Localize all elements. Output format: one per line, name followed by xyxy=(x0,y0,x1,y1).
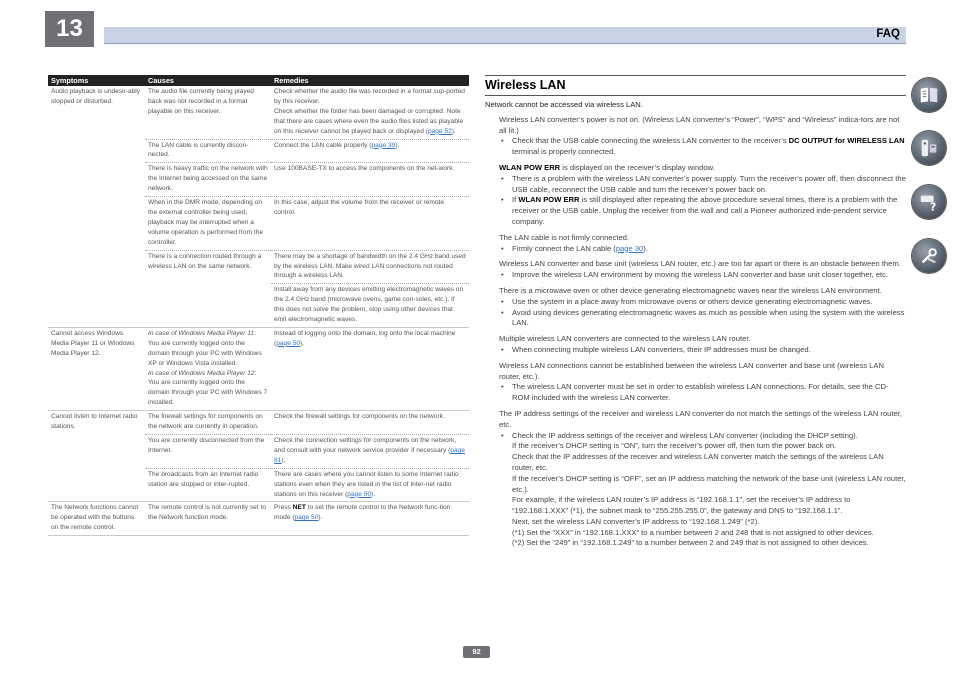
text-line: If the receiver’s DHCP setting is “OFF”, set an IP address matching the network of the base unit (wireless LAN router, etc.). xyxy=(512,473,906,494)
table-row xyxy=(48,197,469,251)
column-header: Causes xyxy=(145,75,271,86)
text-line: Next, set the wireless LAN converter’s IP address to “192.168.1.249” (*2). xyxy=(512,516,760,526)
symptom-cell xyxy=(48,250,145,284)
symptom-cell xyxy=(48,163,145,197)
text-line: The LAN cable is not firmly connected. xyxy=(499,232,629,242)
remedy-cell: Instead of logging onto the domain, log onto the local machine (page 50). xyxy=(271,327,469,410)
text-line: If the receiver’s DHCP setting is “ON”, turn the receiver’s power off, then turn the power back on. xyxy=(512,441,837,451)
column-header: Symptoms xyxy=(48,75,145,86)
text-line: Wireless LAN connections cannot be established between the wireless LAN converter and base unit (wireless LAN router, etc.). xyxy=(499,360,884,381)
bullet-item: • When connecting multiple wireless LAN converters, their IP addresses must be changed. xyxy=(485,345,906,356)
section-label: FAQ xyxy=(876,28,900,40)
tools-icon[interactable] xyxy=(912,239,946,273)
cause-cell: The LAN cable is currently discon-nected. xyxy=(145,139,271,163)
page-link[interactable]: page 52 xyxy=(427,127,452,135)
text-line: There is a microwave oven or other device generating electromagnetic waves near the wireless LAN environment. xyxy=(499,285,882,295)
text-line: (*1) Set the “XXX” in “192.168.1.XXX” to a number between 2 and 248 that is not assigned to other devices. xyxy=(512,527,874,537)
cause-cell: There is a connection routed through a wireless LAN on the same network. xyxy=(148,252,262,270)
symptom-cell: The Network functions cannot be operated with the buttons on the remote control. xyxy=(48,502,145,536)
symptom-cell: Cannot access Windows Media Player 11 or Windows Media Player 12. xyxy=(48,327,145,410)
table-row xyxy=(48,284,469,328)
cause-cell: You are currently disconnected from the Internet. xyxy=(145,435,271,469)
svg-text:?: ? xyxy=(929,200,937,213)
table-row xyxy=(48,250,469,284)
text-line: Wireless LAN converter and base unit (wireless LAN router, etc.) are too far apart or there is an obstacle between them. xyxy=(499,259,901,269)
page-link[interactable]: page 39 xyxy=(371,141,396,149)
table-row xyxy=(48,139,469,163)
column-header: Remedies xyxy=(271,75,469,86)
receiver-question-icon[interactable] xyxy=(912,185,946,219)
troubleshooting-table xyxy=(48,75,469,536)
book-icon[interactable] xyxy=(912,78,946,112)
text-line: Network cannot be accessed via wireless LAN. xyxy=(485,100,643,109)
page-link[interactable]: page 81 xyxy=(274,446,465,464)
remedy-cell: Connect the LAN cable properly (page 39). xyxy=(271,139,469,163)
cause-cell: In case of Windows Media Player 11: You are currently logged onto the domain through your PC with Windows XP or Windows Vista installed. In case of Windows Media Player 12: You are currently logged onto the domain through your PC with Windows 7 installed. xyxy=(145,327,271,410)
page-link[interactable]: page 50 xyxy=(347,490,372,498)
cause-cell: The firewall settings for components on the network are currently in operation. xyxy=(145,411,271,435)
table-row xyxy=(48,411,469,435)
chapter-number: 13 xyxy=(45,11,94,47)
bullet-item: • Check the IP address settings of the receiver and wireless LAN converter (including the DHCP setting). xyxy=(485,431,906,442)
text-line: (*2) Set the “249” in “192.168.1.249” to a number between 2 and 249 that is not assigned to other devices. xyxy=(512,538,869,548)
symptom-cell xyxy=(48,468,145,502)
page-link[interactable]: page 50 xyxy=(294,514,319,522)
bullet-item: • Avoid using devices generating electromagnetic waves as much as possible when using the system with the wireless LAN. xyxy=(485,308,906,330)
text-line: Wireless LAN converter’s power is not on. (Wireless LAN converter’s “Power”, “WPS” and “Wireless” indica-tors are not all lit.) xyxy=(499,114,900,135)
remedy-cell: Use 100BASE-TX to access the components on the net-work. xyxy=(271,163,469,197)
remedy-cell: Press NET to set the remote control to the Network func-tion mode (page 50). xyxy=(271,502,469,536)
page-link[interactable]: page 30 xyxy=(615,243,644,253)
symptom-cell xyxy=(48,284,145,328)
bullet-item: • The wireless LAN converter must be set in order to establish wireless LAN connections. For details, see the CD-ROM included with the wireless LAN converter. xyxy=(485,382,906,404)
symptom-cell xyxy=(48,435,145,469)
page-number: 92 xyxy=(463,646,490,658)
text-line: WLAN POW ERR is displayed on the receiver’s display window. xyxy=(499,162,715,172)
cause-cell xyxy=(145,284,271,328)
symptom-cell xyxy=(48,197,145,251)
wireless-lan-section xyxy=(485,75,906,549)
text-line: The IP address settings of the receiver and wireless LAN converter do not match the settings of the wireless LAN router, etc. xyxy=(499,408,902,429)
remedy-cell: Check whether the audio file was recorded in a format sup-ported by this receiver. Check whether the folder has been damaged or corrupted. Note that there are cases where even the audio files listed as playable on this receiver cannot be played back or displayed (page 52). xyxy=(271,86,469,139)
cause-cell: There is heavy traffic on the network with the Internet being accessed on the same network. xyxy=(145,163,271,197)
table-row xyxy=(48,468,469,502)
bullet-item: • Check that the USB cable connecting the wireless LAN converter to the receiver’s DC OUTPUT for WIRELESS LAN terminal is properly connected. xyxy=(485,136,906,158)
table-row xyxy=(48,86,469,139)
remedy-cell: Install away from any devices emitting electromagnetic waves on the 2.4 GHz band (microwave ovens, game con-soles, etc.). If this does not solve the problem, stop using other devices that emit electromagnetic waves. xyxy=(271,284,469,328)
table-row xyxy=(48,502,469,536)
cause-cell: When in the DMR mode, depending on the external controller being used, playback may be interrupted when a volume operation is performed from the controller. xyxy=(145,197,271,251)
cause-cell: The broadcasts from an Internet radio station are stopped or inter-rupted. xyxy=(145,468,271,502)
remedy-cell: Check the connection settings for components on the network, and consult with your network service provider if necessary (page 81). xyxy=(271,435,469,469)
section-title: Wireless LAN xyxy=(485,75,906,96)
cause-cell: The audio file currently being played back was not recorded in a format playable on this receiver. xyxy=(145,86,271,139)
remedy-cell: There are cases where you cannot listen to some Internet radio stations even when they are listed in the list of Inter-net radio stations on this receiver (page 50). xyxy=(271,468,469,502)
bullet-item: • Use the system in a place away from microwave ovens or others device generating electromagnetic waves. xyxy=(485,297,906,308)
remote-control-icon[interactable] xyxy=(912,131,946,165)
table-row xyxy=(48,435,469,469)
bullet-item: • If WLAN POW ERR is still displayed after repeating the above procedure several times, there is a problem with the receiver or the USB cable. Unplug the receiver from the wall and call a Pioneer authorized inde-pendent service company. xyxy=(485,195,906,227)
symptom-cell: Audio playback is undesir-ably stopped or disturbed. xyxy=(51,88,141,105)
text-line: Check that the IP addresses of the receiver and wireless LAN converter match the settings of the wireless LAN router, etc. xyxy=(512,452,884,472)
remedy-cell: In this case, adjust the volume from the receiver or remote control. xyxy=(271,197,469,251)
table-row xyxy=(48,327,469,410)
page-link[interactable]: page 50 xyxy=(276,339,301,347)
cause-cell: The remote control is not currently set to the Network function mode. xyxy=(145,502,271,536)
symptom-cell xyxy=(48,139,145,163)
remedy-cell: There may be a shortage of bandwidth on the 2.4 GHz band used by the wireless LAN. Make wired LAN connections not routed through a wireless LAN. xyxy=(271,250,469,284)
text-line: For example, if the wireless LAN router’s IP address is “192.168.1.1”, set the receiver’s IP address to “192.168.1.XXX” (*1), the subnet mask to “255.255.255.0”, the gateway and DNS to “192.168.1.1”. xyxy=(512,495,851,516)
header-bar xyxy=(104,27,906,44)
text-line: Multiple wireless LAN converters are connected to the wireless LAN router. xyxy=(499,334,751,344)
table-header-row xyxy=(48,75,469,86)
bullet-item: • There is a problem with the wireless LAN converter’s power supply. Turn the receiver’s power off, then disconnect the USB cable, reconnect the USB cable and turn the receiver’s power back on. xyxy=(485,174,906,196)
symptom-cell: Cannot listen to Internet radio stations. xyxy=(51,413,138,431)
table-row xyxy=(48,163,469,197)
remedy-cell: Check the firewall settings for components on the network. xyxy=(271,411,469,435)
bullet-item: • Firmly connect the LAN cable (page 30). xyxy=(485,244,906,255)
bullet-item: • Improve the wireless LAN environment by moving the wireless LAN converter and base unit closer together, etc. xyxy=(485,270,906,281)
